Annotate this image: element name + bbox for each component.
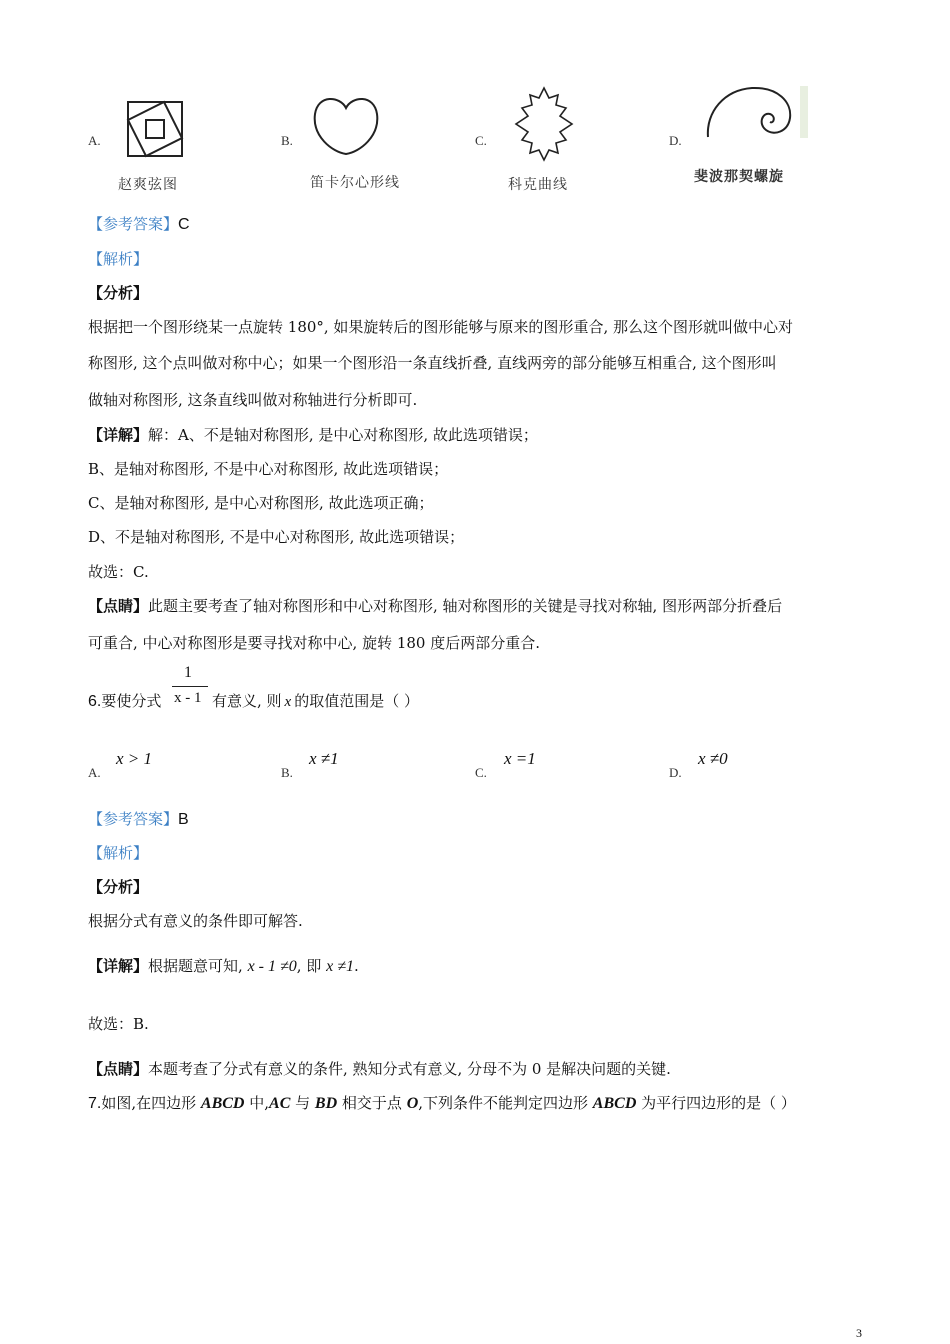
fraction-numerator: 1 xyxy=(184,664,192,681)
q5-option-b-caption: 笛卡尔心形线 xyxy=(310,175,400,191)
stem-text: 的取值范围是（ ） xyxy=(294,692,419,710)
q6-option-a-expr: x > 1 xyxy=(116,749,153,768)
stem-text: 如图,在四边形 xyxy=(101,1094,201,1112)
q6-stem xyxy=(88,690,161,711)
stem-text: 要使分式 xyxy=(101,692,162,710)
answer-label: 【参考答案】 xyxy=(88,810,179,828)
zhao-shuang-diagram xyxy=(126,100,184,158)
comment-text: 本题考查了分式有意义的条件, 熟知分式有意义, 分母不为 0 是解决问题的关键. xyxy=(148,1060,671,1078)
koch-snowflake xyxy=(508,86,580,162)
q5-option-a-letter: A. xyxy=(88,133,101,148)
stem-variable: BD xyxy=(314,1095,338,1112)
detail-label: 【详解】 xyxy=(88,426,149,444)
stem-variable: x xyxy=(284,694,292,710)
page-number: 3 xyxy=(856,1326,862,1340)
fraction-bar xyxy=(172,686,208,687)
q6-detail xyxy=(88,955,359,976)
stem-text: 相交于点 xyxy=(337,1094,407,1112)
answer-value: C xyxy=(178,216,190,233)
q5-detail-line-2: B、是轴对称图形, 不是中心对称图形, 故此选项错误； xyxy=(88,460,449,478)
cardioid xyxy=(310,92,382,158)
q7-stem xyxy=(88,1092,796,1113)
q6-analysis-label: 【解析】 xyxy=(88,844,149,862)
answer-value: B xyxy=(178,811,189,828)
stem-variable: ABCD xyxy=(592,1095,637,1112)
detail-expression: x - 1 ≠0 xyxy=(247,958,297,975)
detail-label: 【详解】 xyxy=(88,957,149,975)
question-number: 6. xyxy=(88,693,102,710)
stem-text: 有意义, 则 xyxy=(212,692,282,710)
q6-fenxi-label: 【分析】 xyxy=(88,878,149,896)
stem-variable: O xyxy=(406,1095,419,1112)
q5-comment-line-1 xyxy=(88,595,782,616)
q6-stem-tail xyxy=(212,690,419,711)
q5-fenxi-label: 【分析】 xyxy=(88,284,149,302)
stem-text: 为平行四边形的是（ ） xyxy=(636,1094,796,1112)
q5-answer xyxy=(88,213,190,234)
detail-text: . xyxy=(354,957,359,975)
stem-text: 中, xyxy=(244,1094,270,1112)
stem-variable: AC xyxy=(269,1095,291,1112)
comment-label: 【点睛】 xyxy=(88,1060,149,1078)
detail-expression: x ≠1 xyxy=(326,958,355,975)
comment-text: 此题主要考查了轴对称图形和中心对称图形, 轴对称图形的关键是寻找对称轴, 图形两部分折叠后 xyxy=(148,597,783,615)
q5-fenxi-line-3: 做轴对称图形, 这条直线叫做对称轴进行分析即可. xyxy=(88,391,418,409)
q5-fenxi-line-1: 根据把一个图形绕某一点旋转 180°, 如果旋转后的图形能够与原来的图形重合, 那么这个图形就叫做中心对 xyxy=(88,318,793,336)
detail-text: , 即 xyxy=(296,957,322,975)
q5-fenxi-line-2: 称图形, 这个点叫做对称中心；如果一个图形沿一条直线折叠, 直线两旁的部分能够互相重合, 这个图形叫 xyxy=(88,354,777,372)
q6-fenxi-text: 根据分式有意义的条件即可解答. xyxy=(88,912,303,930)
fraction-denominator: x - 1 xyxy=(174,690,202,706)
q5-conclusion: 故选：C. xyxy=(88,563,149,581)
q5-option-c-letter: C. xyxy=(475,133,487,148)
q6-option-b-letter: B. xyxy=(281,765,293,780)
q5-comment-line-2: 可重合, 中心对称图形是要寻找对称中心, 旋转 180 度后两部分重合. xyxy=(88,634,541,652)
q5-detail-line-3: C、是轴对称图形, 是中心对称图形, 故此选项正确； xyxy=(88,494,434,512)
q6-option-d-expr: x ≠0 xyxy=(698,749,728,768)
comment-label: 【点睛】 xyxy=(88,597,149,615)
fibonacci-spiral xyxy=(700,82,812,142)
q5-option-c-caption: 科克曲线 xyxy=(508,177,568,193)
stem-text: 与 xyxy=(290,1094,315,1112)
q6-option-c-letter: C. xyxy=(475,765,487,780)
q5-option-d-letter: D. xyxy=(669,133,682,148)
q5-analysis-label: 【解析】 xyxy=(88,250,149,268)
answer-label: 【参考答案】 xyxy=(88,215,179,233)
q6-option-a-letter: A. xyxy=(88,765,101,780)
q6-comment xyxy=(88,1058,671,1079)
q6-option-b-expr: x ≠1 xyxy=(309,749,339,768)
q5-option-b-letter: B. xyxy=(281,133,293,148)
q5-detail-line-1 xyxy=(88,424,538,445)
q5-option-d-caption: 斐波那契螺旋 xyxy=(694,169,784,185)
detail-text: 解：A、不是轴对称图形, 是中心对称图形, 故此选项错误； xyxy=(148,426,538,444)
q5-detail-line-4: D、不是轴对称图形, 不是中心对称图形, 故此选项错误； xyxy=(88,528,465,546)
detail-text: 根据题意可知, xyxy=(148,957,243,975)
q6-answer xyxy=(88,808,189,829)
stem-text: ,下列条件不能判定四边形 xyxy=(418,1094,593,1112)
q6-option-d-letter: D. xyxy=(669,765,682,780)
question-number: 7. xyxy=(88,1095,102,1112)
q5-option-a-caption: 赵爽弦图 xyxy=(118,177,178,193)
stem-variable: ABCD xyxy=(200,1095,245,1112)
q6-conclusion: 故选：B. xyxy=(88,1015,149,1033)
q6-option-c-expr: x =1 xyxy=(504,749,536,768)
